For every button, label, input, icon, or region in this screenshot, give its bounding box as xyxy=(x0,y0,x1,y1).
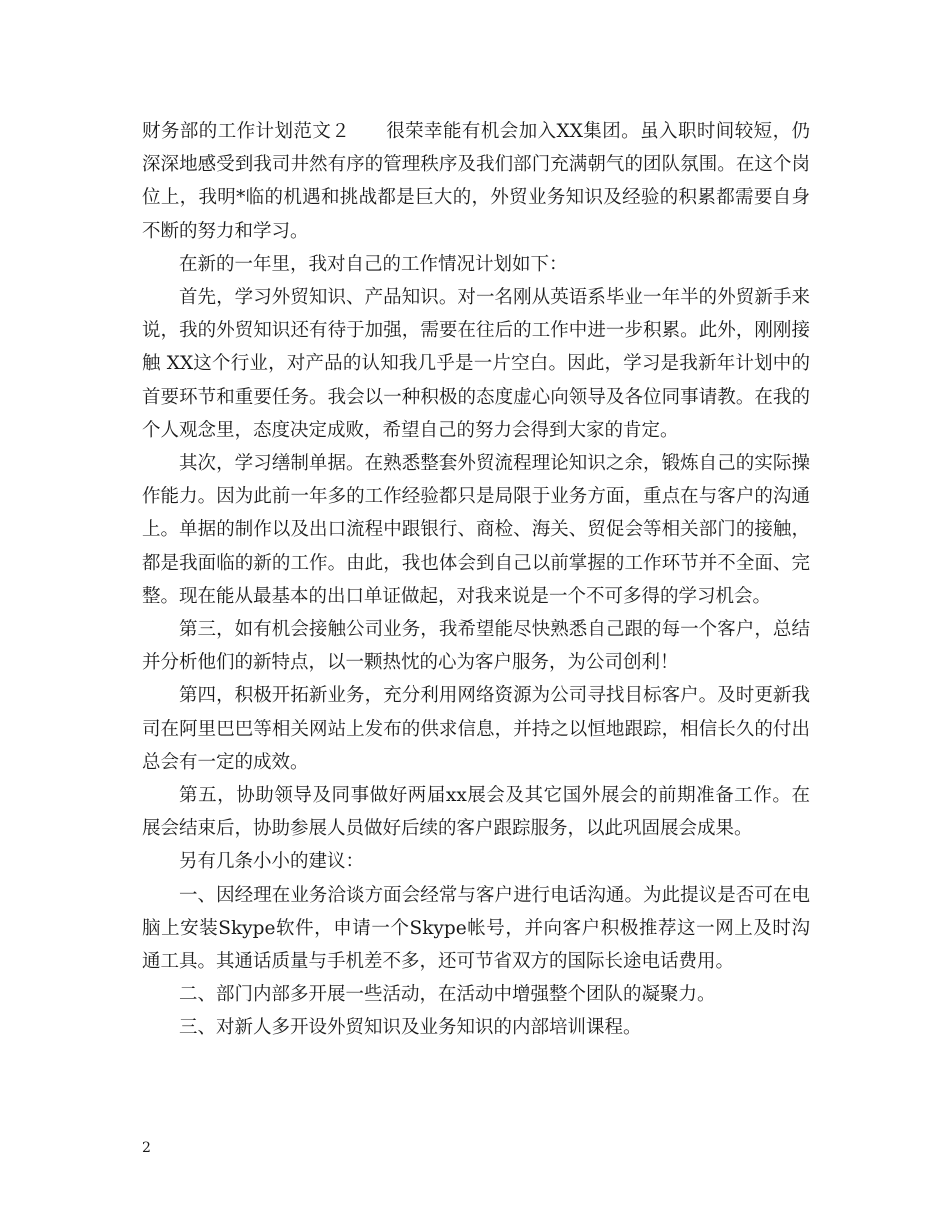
paragraph: 三、对新人多开设外贸知识及业务知识的内部培训课程。 xyxy=(179,1017,642,1039)
paragraph: 一、因经理在业务洽谈方面会经常与客户进行电话沟通。为此提议是否可在电脑上安装Skype软件，申请一个Skype帐号，并向客户积极推荐这一网上及时沟通工具。其通话质量与手机差不多，还可节省双方的国际长途电话费用。 xyxy=(142,884,810,973)
paragraph: 第四，积极开拓新业务，充分利用网络资源为公司寻找目标客户。及时更新我司在阿里巴巴等相关网站上发布的供求信息，并持之以恒地跟踪，相信长久的付出总会有一定的成效。 xyxy=(142,685,810,773)
paragraph: 另有几条小小的建议： xyxy=(179,851,365,873)
paragraph: 在新的一年里，我对自己的工作情况计划如下： xyxy=(179,253,568,275)
page-number: 2 xyxy=(142,1140,151,1156)
paragraph: 其次，学习缮制单据。在熟悉整套外贸流程理论知识之余，锻炼自己的实际操作能力。因为此前一年多的工作经验都只是局限于业务方面，重点在与客户的沟通上。单据的制作以及出口流程中跟银行、商检、海关、贸促会等相关部门的接触，都是我面临的新的工作。由此，我也体会到自己以前掌握的工作环节并不全面、完整。现在能从最基本的出口单证做起，对我来说是一个不可多得的学习机会。 xyxy=(142,453,810,607)
paragraph xyxy=(142,115,810,248)
document-body xyxy=(142,115,810,1045)
paragraph: 首先，学习外贸知识、产品知识。对一名刚从英语系毕业一年半的外贸新手来说，我的外贸知识还有待于加强，需要在往后的工作中进一步积累。此外，刚刚接触 XX这个行业，对产品的认知我几乎是一片空白。因此，学习是我新年计划中的首要环节和重要任务。我会以一种积极的态度虚心向领导及各位同事请教。在我的个人观念里，态度决定成败，希望自己的努力会得到大家的肯定。 xyxy=(142,287,810,441)
paragraph: 二、部门内部多开展一些活动，在活动中增强整个团队的凝聚力。 xyxy=(179,984,716,1006)
paragraph-text: 很荣幸能有机会加入XX集团。虽入职时间较短，仍深深地感受到我司井然有序的管理秩序及我们部门充满朝气的团队氛围。在这个岗位上，我明*临的机遇和挑战都是巨大的，外贸业务知识及经验的积累都需要自身不断的努力和学习。 xyxy=(142,121,810,242)
paragraph: 第三，如有机会接触公司业务，我希望能尽快熟悉自己跟的每一个客户，总结并分析他们的新特点，以一颗热忱的心为客户服务，为公司创利！ xyxy=(142,619,810,674)
document-title: 财务部的工作计划范文２ xyxy=(142,121,351,142)
paragraph: 第五，协助领导及同事做好两届xx展会及其它国外展会的前期准备工作。在展会结束后，协助参展人员做好后续的客户跟踪服务，以此巩固展会成果。 xyxy=(142,785,810,840)
